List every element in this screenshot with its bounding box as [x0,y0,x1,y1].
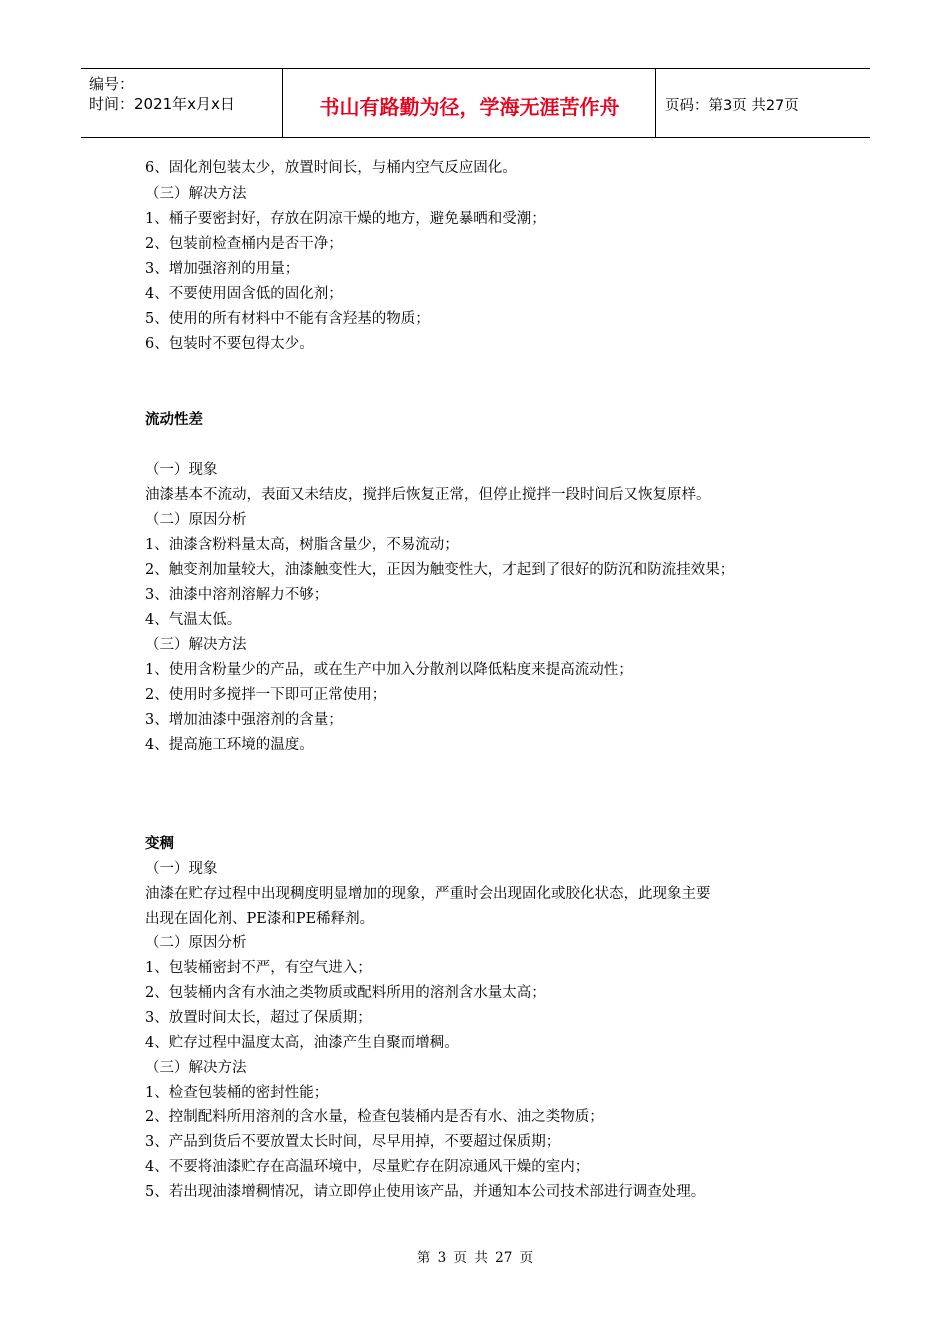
body-line: 4、不要将油漆贮存在高温环境中，尽量贮存在阴凉通风干燥的室内； [145,1159,590,1175]
header-left [89,74,235,114]
body-line: 3、产品到货后不要放置太长时间，尽早用掉，不要超过保质期； [145,1134,561,1150]
body-line: 2、控制配料所用溶剂的含水量，检查包装桶内是否有水、油之类物质； [145,1109,604,1125]
body-line: 6、固化剂包装太少，放置时间长，与桶内空气反应固化。 [145,160,517,176]
body-line: 1、桶子要密封好，存放在阴凉干燥的地方，避免暴晒和受潮； [145,211,546,227]
body-line: 2、触变剂加量较大，油漆触变性大，正因为触变性大，才起到了很好的防沉和防流挂效果； [145,562,735,578]
subheading: （二）原因分析 [145,935,247,951]
time-label: 时间：2021年x月x日 [89,95,235,113]
body-line: 4、气温太低。 [145,612,242,628]
body-line: 4、不要使用固含低的固化剂； [145,286,343,302]
body-line: 油漆基本不流动，表面又未结皮，搅拌后恢复正常，但停止搅拌一段时间后又恢复原样。 [145,487,711,503]
body-line: 6、包装时不要包得太少。 [145,336,314,352]
body-line: 5、若出现油漆增稠情况，请立即停止使用该产品，并通知本公司技术部进行调查处理。 [145,1184,706,1200]
body-line: 5、使用的所有材料中不能有含羟基的物质； [145,311,430,327]
subheading: （三）解决方法 [145,1060,247,1076]
page-info: 页码：第3页 共27页 [665,97,799,114]
motto: 书山有路勤为径，学海无涯苦作舟 [319,94,620,119]
body-line: 4、提高施工环境的温度。 [145,737,314,753]
number-label: 编号： [89,75,135,93]
body-line: 2、包装桶内含有水油之类物质或配料所用的溶剂含水量太高； [145,985,546,1001]
body-line: 3、增加强溶剂的用量； [145,261,300,277]
subheading: （二）原因分析 [145,512,247,528]
section-heading: 流动性差 [145,412,203,428]
subheading: （一）现象 [145,861,218,877]
body-line: 4、贮存过程中温度太高，油漆产生自聚而增稠。 [145,1035,459,1051]
subheading: （三）解决方法 [145,186,247,202]
body-line: 3、油漆中溶剂溶解力不够； [145,587,329,603]
body-line: 1、油漆含粉料量太高，树脂含量少，不易流动； [145,537,459,553]
body-line: 2、使用时多搅拌一下即可正常使用； [145,687,387,703]
body-line: 油漆在贮存过程中出现稠度明显增加的现象，严重时会出现固化或胶化状态，此现象主要 [145,886,711,902]
body-line: 2、包装前检查桶内是否干净； [145,236,343,252]
page-header [81,68,870,138]
section-heading: 变稠 [145,836,174,852]
subheading: （一）现象 [145,462,218,478]
body-line: 3、增加油漆中强溶剂的含量； [145,712,343,728]
body-line: 出现在固化剂、PE漆和PE稀释剂。 [145,911,375,927]
body-line: 1、使用含粉量少的产品，或在生产中加入分散剂以降低粘度来提高流动性； [145,662,633,678]
subheading: （三）解决方法 [145,637,247,653]
body-line: 3、放置时间太长，超过了保质期； [145,1010,372,1026]
body-line: 1、检查包装桶的密封性能； [145,1085,329,1101]
page-footer: 第 3 页 共 27 页 [416,1250,534,1266]
body-line: 1、包装桶密封不严，有空气进入； [145,960,372,976]
